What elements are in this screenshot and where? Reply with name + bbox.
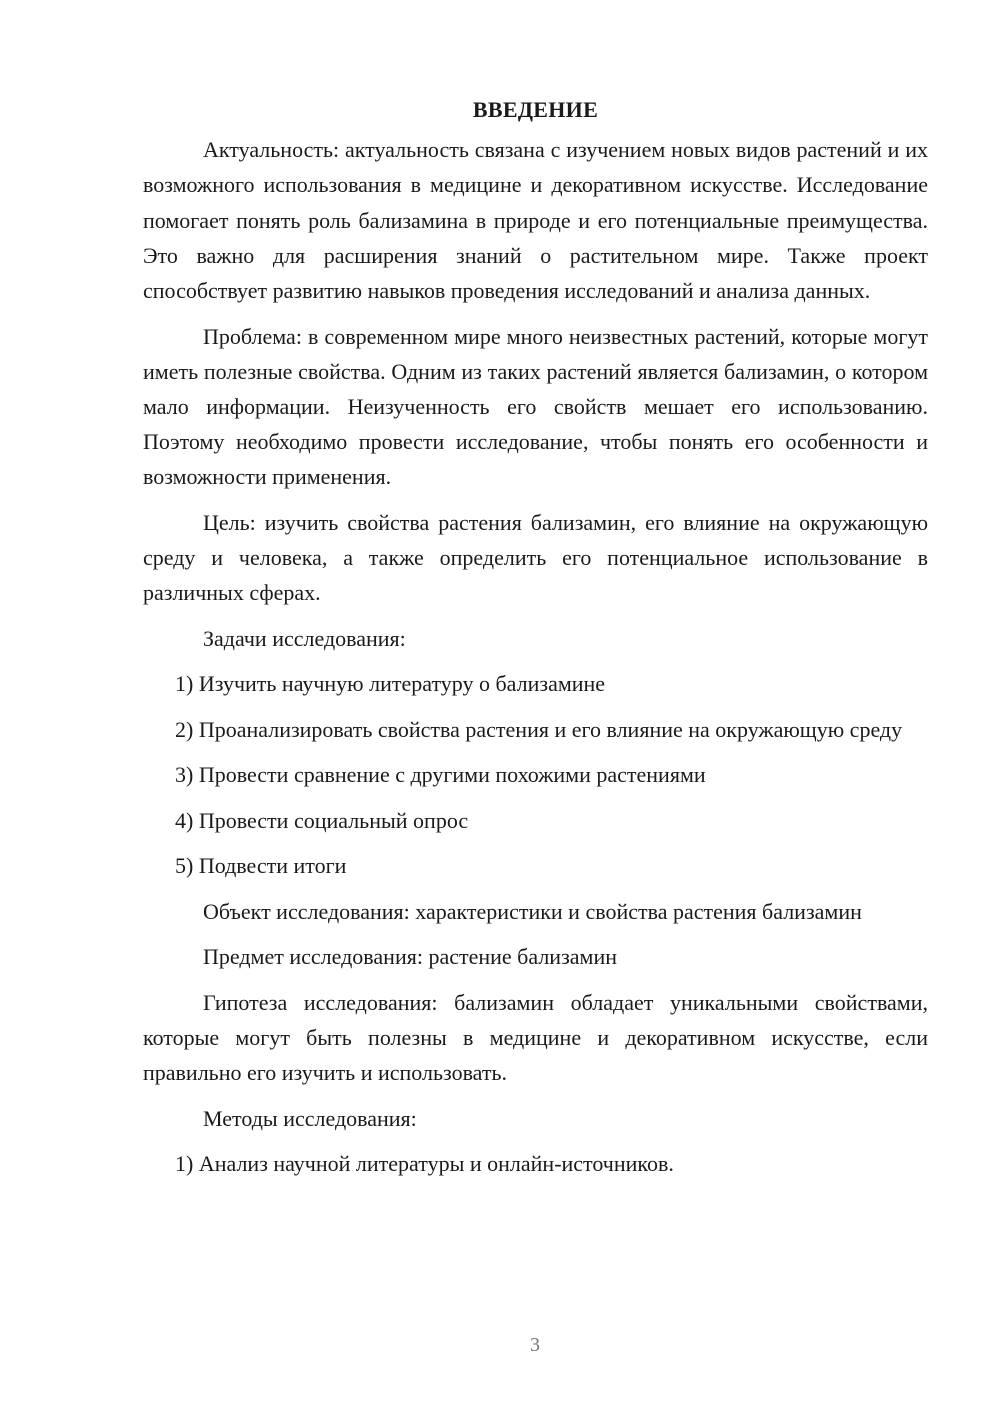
list-item-task-4: 4) Провести социальный опрос <box>175 807 469 833</box>
section-heading: ВВЕДЕНИЕ <box>472 97 599 122</box>
paragraph-tasks-title: Задачи исследования: <box>203 625 406 651</box>
paragraph-hypothesis: Гипотеза исследования: бализамин обладает уникальными свойствами, которые могут быть полезны в медицине и декоративном искусстве, если правильно его изучить и использовать. <box>143 989 928 1086</box>
list-item-method-1: 1) Анализ научной литературы и онлайн-источников. <box>175 1151 674 1177</box>
list-item-task-5: 5) Подвести итоги <box>175 853 347 879</box>
paragraph-goal: Цель: изучить свойства растения бализамин, его влияние на окружающую среду и человека, а также определить его потенциальное использование в различных сферах. <box>143 509 928 606</box>
list-item-task-1: 1) Изучить научную литературу о бализамине <box>175 671 606 697</box>
paragraph-subject: Предмет исследования: растение бализамин <box>203 944 617 970</box>
paragraph-object: Объект исследования: характеристики и свойства растения бализамин <box>203 898 862 924</box>
list-item-task-3: 3) Провести сравнение с другими похожими растениями <box>175 762 706 788</box>
paragraph-relevance: Актуальность: актуальность связана с изучением новых видов растений и их возможного использования в медицине и декоративном искусстве. Исследование помогает понять роль бализамина в природе и его потенциальные преимущества. Это важно для расширения знаний о растительном мире. Также проект способствует развитию навыков проведения исследований и анализа данных. <box>143 137 928 304</box>
list-item-task-2: 2) Проанализировать свойства растения и его влияние на окружающую среду <box>175 716 903 742</box>
page-number: 3 <box>530 1334 540 1356</box>
paragraph-methods-title: Методы исследования: <box>203 1105 417 1131</box>
page-content <box>143 92 928 1192</box>
paragraph-problem: Проблема: в современном мире много неизвестных растений, которые могут иметь полезные свойства. Одним из таких растений является бализамин, о котором мало информации. Неизученность его свойств мешает его использованию. Поэтому необходимо провести исследование, чтобы понять его особенности и возможности применения. <box>143 323 928 490</box>
